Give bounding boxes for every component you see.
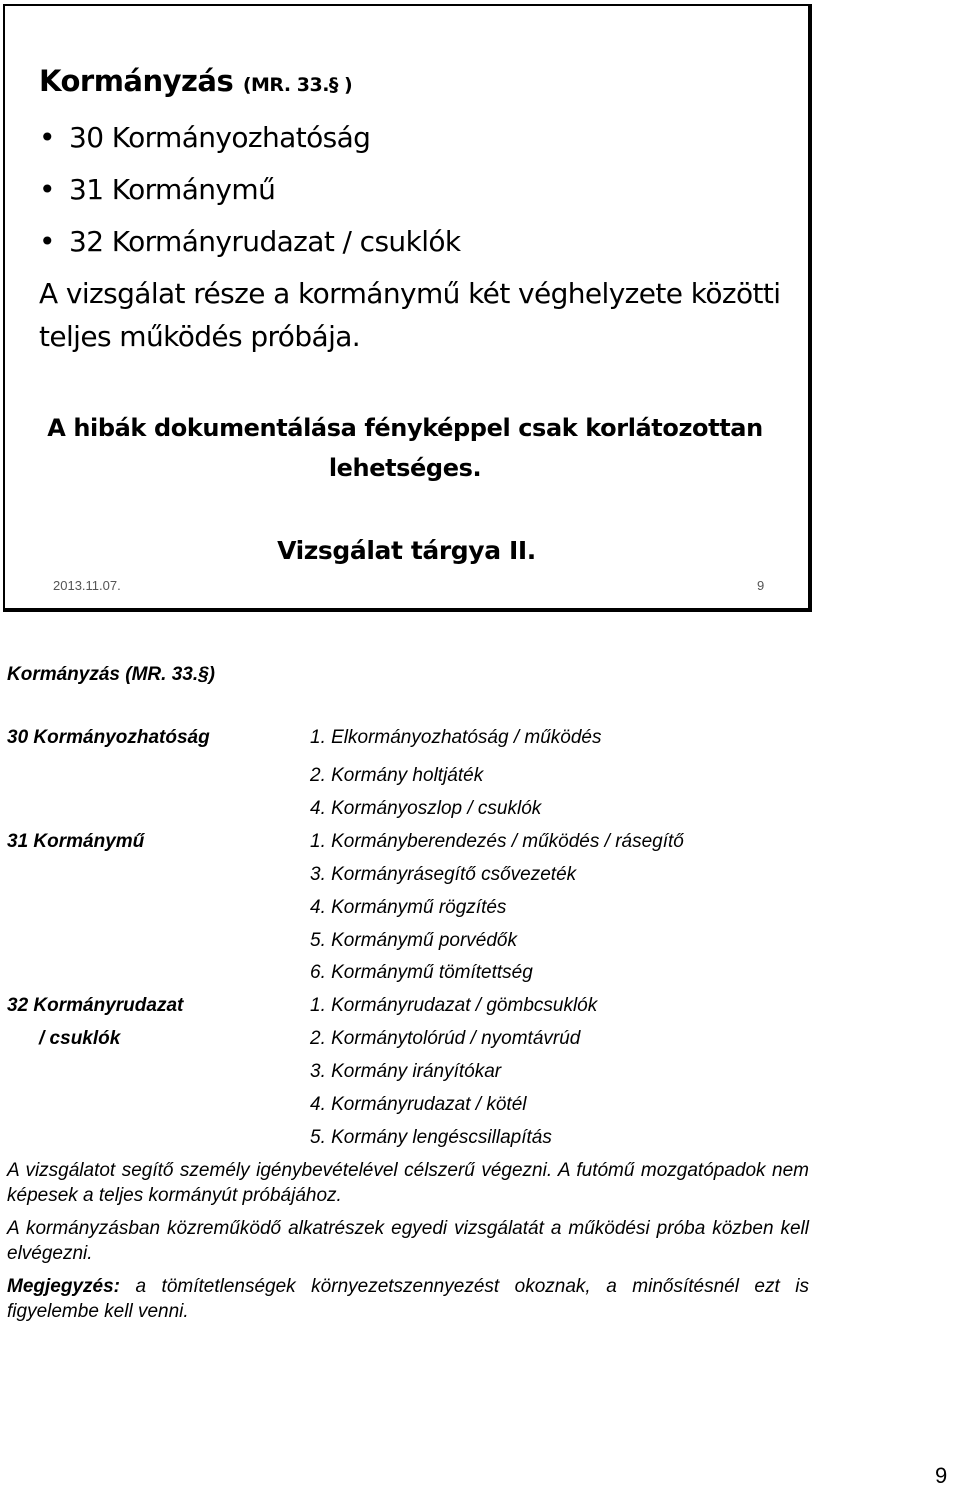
notes-paragraph: A kormányzásban közreműködő alkatrészek egyedi vizsgálatát a működési próba közben kell elvégezni.: [7, 1218, 809, 1264]
page-number: 9: [935, 1463, 948, 1488]
row-item: 5. Kormánymű porvédők: [310, 930, 517, 951]
row-category: 30 Kormányozhatóság: [7, 727, 210, 748]
row-category: / csuklók: [39, 1028, 121, 1049]
row-item: 5. Kormány lengéscsillapítás: [310, 1127, 552, 1148]
slide-date: 2013.11.07.: [53, 578, 121, 593]
row-item: 3. Kormány irányítókar: [310, 1061, 502, 1082]
notes-title: Kormányzás (MR. 33.§): [7, 664, 216, 685]
slide-subject: Vizsgálat tárgya II.: [277, 536, 536, 565]
slide-title-main: Kormányzás: [39, 64, 234, 98]
row-category: 32 Kormányrudazat: [7, 995, 184, 1016]
remark-text: a tömítetlenségek környezetszennyezést okoznak, a minősítésnél ezt is figyelembe kell venni.: [7, 1276, 809, 1322]
row-item: 4. Kormánymű rögzítés: [310, 897, 507, 918]
slide-bullet: • 32 Kormányrudazat / csuklók: [39, 222, 461, 274]
row-item: 1. Kormányberendezés / működés / rásegítő: [310, 831, 684, 852]
row-item: 4. Kormányrudazat / kötél: [310, 1094, 527, 1115]
row-item: 1. Kormányrudazat / gömbcsuklók: [310, 995, 598, 1016]
slide-title-sub: (MR. 33.§ ): [242, 74, 353, 96]
notes-paragraph: A vizsgálatot segítő személy igénybevételével célszerű végezni. A futómű mozgatópadok nem képesek a teljes kormányút próbájához.: [7, 1160, 809, 1206]
row-item: 6. Kormánymű tömítettség: [310, 962, 533, 983]
slide-bullet-list: [39, 118, 461, 274]
remark-label: Megjegyzés:: [7, 1276, 120, 1297]
bullet-dot-icon: •: [39, 225, 55, 258]
slide-bullet: • 30 Kormányozhatóság: [39, 118, 461, 170]
notes-remark: [7, 1274, 809, 1324]
row-item: 3. Kormányrásegítő csővezeték: [310, 864, 577, 885]
slide-title: [39, 64, 352, 98]
slide-paragraph: A vizsgálat része a kormánymű két véghelyzete közötti teljes működés próbája.: [39, 277, 781, 353]
slide-frame: [3, 4, 812, 612]
slide-number: 9: [757, 578, 765, 593]
bullet-dot-icon: •: [39, 121, 55, 154]
slide-bullet: • 31 Kormánymű: [39, 170, 461, 222]
row-category: 31 Kormánymű: [7, 831, 145, 852]
row-item: 2. Kormány holtjáték: [310, 765, 484, 786]
slide-note: A hibák dokumentálása fényképpel csak korlátozottan lehetséges.: [47, 414, 763, 482]
row-item: 1. Elkormányozhatóság / működés: [310, 727, 602, 748]
bullet-dot-icon: •: [39, 173, 55, 206]
row-item: 4. Kormányoszlop / csuklók: [310, 798, 542, 819]
row-item: 2. Kormánytolórúd / nyomtávrúd: [310, 1028, 581, 1049]
